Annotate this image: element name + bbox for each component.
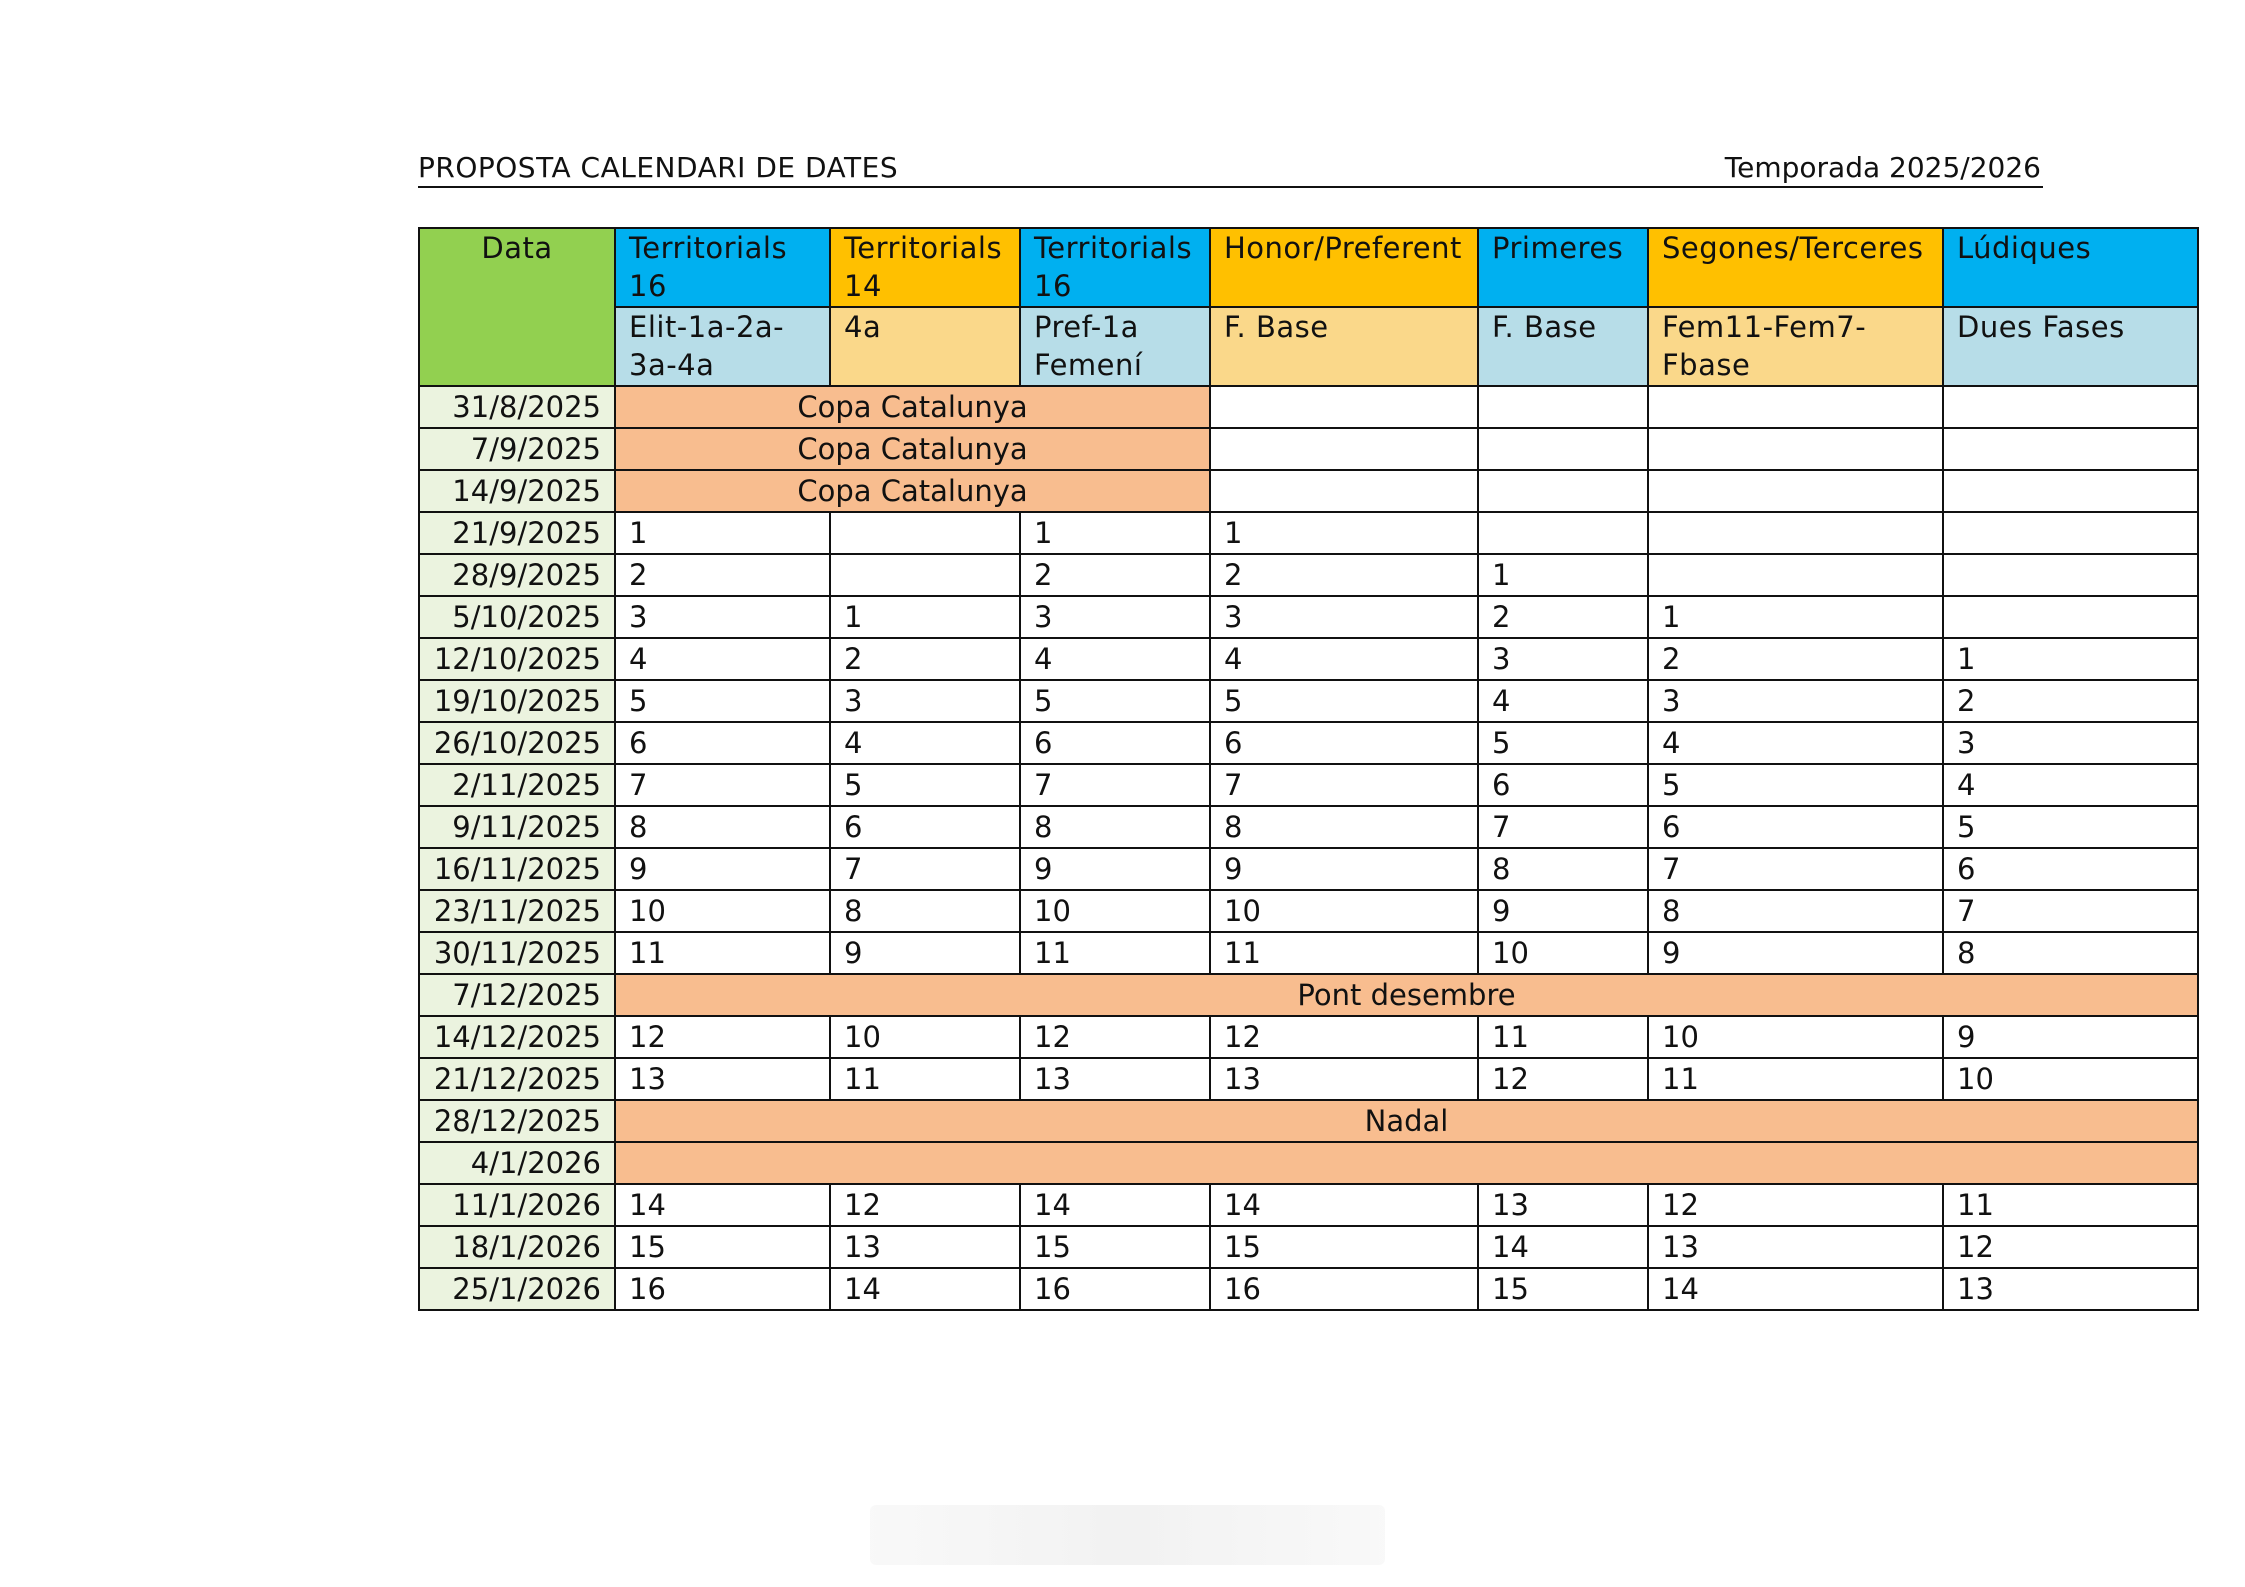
- round-cell: 8: [830, 890, 1020, 932]
- round-cell: 12: [615, 1016, 830, 1058]
- round-cell: 5: [1478, 722, 1648, 764]
- date-cell: 2/11/2025: [419, 764, 615, 806]
- round-cell: 13: [1478, 1184, 1648, 1226]
- date-cell: 21/9/2025: [419, 512, 615, 554]
- round-cell: 5: [1020, 680, 1210, 722]
- round-cell: 7: [1478, 806, 1648, 848]
- round-cell: 1: [830, 596, 1020, 638]
- round-cell: 9: [1478, 890, 1648, 932]
- round-cell: [1478, 470, 1648, 512]
- round-cell: 7: [1020, 764, 1210, 806]
- date-cell: 4/1/2026: [419, 1142, 615, 1184]
- round-cell: 15: [615, 1226, 830, 1268]
- event-label-cell: Copa Catalunya: [615, 386, 1210, 428]
- round-cell: 15: [1210, 1226, 1478, 1268]
- round-cell: 8: [1478, 848, 1648, 890]
- date-cell: 18/1/2026: [419, 1226, 615, 1268]
- table-row: [419, 1016, 2198, 1058]
- round-cell: 10: [1648, 1016, 1943, 1058]
- table-row: [419, 638, 2198, 680]
- round-cell: [1478, 386, 1648, 428]
- date-cell: 7/12/2025: [419, 974, 615, 1016]
- event-label-cell: Copa Catalunya: [615, 428, 1210, 470]
- season-label: Temporada 2025/2026: [1724, 151, 2041, 184]
- round-cell: 2: [1020, 554, 1210, 596]
- date-cell: 31/8/2025: [419, 386, 615, 428]
- table-row: [419, 848, 2198, 890]
- round-cell: 13: [615, 1058, 830, 1100]
- column-header-segones-terceres: Segones/Terceres: [1648, 228, 1943, 307]
- table-row: [419, 722, 2198, 764]
- round-cell: 9: [1020, 848, 1210, 890]
- round-cell: 11: [1943, 1184, 2198, 1226]
- round-cell: 1: [1478, 554, 1648, 596]
- round-cell: [830, 554, 1020, 596]
- table-row: [419, 512, 2198, 554]
- round-cell: 3: [615, 596, 830, 638]
- round-cell: 11: [615, 932, 830, 974]
- date-cell: 28/9/2025: [419, 554, 615, 596]
- table-row: [419, 974, 2198, 1016]
- round-cell: 11: [1648, 1058, 1943, 1100]
- round-cell: 9: [1943, 1016, 2198, 1058]
- column-subheader-territorials-16: Elit-1a-2a-3a-4a: [615, 307, 830, 386]
- round-cell: 5: [1943, 806, 2198, 848]
- round-cell: 10: [830, 1016, 1020, 1058]
- round-cell: [830, 512, 1020, 554]
- date-cell: 7/9/2025: [419, 428, 615, 470]
- round-cell: [1943, 596, 2198, 638]
- round-cell: 11: [1020, 932, 1210, 974]
- round-cell: 7: [1943, 890, 2198, 932]
- table-row: [419, 1100, 2198, 1142]
- round-cell: 13: [1648, 1226, 1943, 1268]
- column-header-honor-preferent: Honor/Preferent: [1210, 228, 1478, 307]
- round-cell: [1943, 554, 2198, 596]
- round-cell: 8: [1648, 890, 1943, 932]
- round-cell: [1648, 512, 1943, 554]
- event-label-cell: Copa Catalunya: [615, 470, 1210, 512]
- round-cell: 7: [830, 848, 1020, 890]
- date-cell: 26/10/2025: [419, 722, 615, 764]
- round-cell: 4: [1943, 764, 2198, 806]
- round-cell: 3: [1648, 680, 1943, 722]
- round-cell: 1: [1648, 596, 1943, 638]
- round-cell: 8: [615, 806, 830, 848]
- round-cell: 13: [1020, 1058, 1210, 1100]
- round-cell: [1648, 428, 1943, 470]
- round-cell: [1943, 512, 2198, 554]
- round-cell: [1210, 428, 1478, 470]
- round-cell: 14: [1020, 1184, 1210, 1226]
- round-cell: 12: [1210, 1016, 1478, 1058]
- round-cell: 8: [1020, 806, 1210, 848]
- round-cell: 2: [1648, 638, 1943, 680]
- round-cell: 6: [1020, 722, 1210, 764]
- table-row: [419, 1226, 2198, 1268]
- round-cell: 6: [830, 806, 1020, 848]
- round-cell: [1210, 386, 1478, 428]
- round-cell: 2: [1943, 680, 2198, 722]
- date-cell: 12/10/2025: [419, 638, 615, 680]
- calendar-table: [418, 227, 2199, 1311]
- event-label-cell: Nadal: [615, 1100, 2198, 1142]
- round-cell: [1943, 386, 2198, 428]
- round-cell: [1210, 470, 1478, 512]
- round-cell: [1648, 386, 1943, 428]
- round-cell: [1943, 470, 2198, 512]
- column-subheader-honor-preferent: F. Base: [1210, 307, 1478, 386]
- round-cell: 7: [615, 764, 830, 806]
- round-cell: 4: [1478, 680, 1648, 722]
- round-cell: 13: [1210, 1058, 1478, 1100]
- round-cell: 2: [830, 638, 1020, 680]
- round-cell: [1648, 554, 1943, 596]
- round-cell: 5: [615, 680, 830, 722]
- round-cell: 3: [1020, 596, 1210, 638]
- table-row: [419, 428, 2198, 470]
- round-cell: 15: [1478, 1268, 1648, 1310]
- round-cell: [1478, 428, 1648, 470]
- round-cell: 5: [830, 764, 1020, 806]
- date-cell: 16/11/2025: [419, 848, 615, 890]
- round-cell: 9: [615, 848, 830, 890]
- table-row: [419, 806, 2198, 848]
- event-label-cell: Pont desembre: [615, 974, 2198, 1016]
- column-header-ludiques: Lúdiques: [1943, 228, 2198, 307]
- round-cell: 2: [615, 554, 830, 596]
- round-cell: 7: [1210, 764, 1478, 806]
- table-row: [419, 890, 2198, 932]
- round-cell: 13: [830, 1226, 1020, 1268]
- round-cell: [1478, 512, 1648, 554]
- round-cell: 10: [1478, 932, 1648, 974]
- round-cell: 16: [1210, 1268, 1478, 1310]
- round-cell: [1648, 470, 1943, 512]
- table-row: [419, 1058, 2198, 1100]
- column-header-primeres: Primeres: [1478, 228, 1648, 307]
- column-subheader-segones-terceres: Fem11-Fem7-Fbase: [1648, 307, 1943, 386]
- round-cell: 3: [1478, 638, 1648, 680]
- round-cell: 14: [1648, 1268, 1943, 1310]
- date-cell: 14/9/2025: [419, 470, 615, 512]
- round-cell: 4: [615, 638, 830, 680]
- date-cell: 11/1/2026: [419, 1184, 615, 1226]
- round-cell: 6: [1943, 848, 2198, 890]
- table-row: [419, 596, 2198, 638]
- table-row: [419, 1184, 2198, 1226]
- date-cell: 28/12/2025: [419, 1100, 615, 1142]
- round-cell: 9: [1648, 932, 1943, 974]
- faint-page-mark: [870, 1505, 1385, 1565]
- event-label-cell: [615, 1142, 2198, 1184]
- round-cell: 3: [1943, 722, 2198, 764]
- round-cell: 11: [1478, 1016, 1648, 1058]
- column-subheader-territorials-16-femeni: Pref-1a Femení: [1020, 307, 1210, 386]
- date-cell: 5/10/2025: [419, 596, 615, 638]
- date-cell: 30/11/2025: [419, 932, 615, 974]
- round-cell: 14: [1478, 1226, 1648, 1268]
- round-cell: 3: [830, 680, 1020, 722]
- round-cell: 4: [1020, 638, 1210, 680]
- date-cell: 21/12/2025: [419, 1058, 615, 1100]
- date-cell: 19/10/2025: [419, 680, 615, 722]
- round-cell: 9: [830, 932, 1020, 974]
- date-cell: 25/1/2026: [419, 1268, 615, 1310]
- table-row: [419, 680, 2198, 722]
- round-cell: 16: [615, 1268, 830, 1310]
- round-cell: 1: [1943, 638, 2198, 680]
- round-cell: 12: [1943, 1226, 2198, 1268]
- column-subheader-primeres: F. Base: [1478, 307, 1648, 386]
- round-cell: 12: [1020, 1016, 1210, 1058]
- document-title: PROPOSTA CALENDARI DE DATES: [418, 151, 899, 184]
- document-header: [418, 150, 2043, 188]
- header-row-subcategories: [419, 307, 2198, 386]
- table-row: [419, 932, 2198, 974]
- round-cell: 6: [1210, 722, 1478, 764]
- round-cell: 1: [615, 512, 830, 554]
- round-cell: 6: [1648, 806, 1943, 848]
- round-cell: 3: [1210, 596, 1478, 638]
- table-row: [419, 1268, 2198, 1310]
- round-cell: 4: [1210, 638, 1478, 680]
- round-cell: 5: [1210, 680, 1478, 722]
- round-cell: 7: [1648, 848, 1943, 890]
- round-cell: 14: [615, 1184, 830, 1226]
- column-header-territorials-16-femeni: Territorials 16: [1020, 228, 1210, 307]
- round-cell: 2: [1210, 554, 1478, 596]
- round-cell: 13: [1943, 1268, 2198, 1310]
- date-cell: 9/11/2025: [419, 806, 615, 848]
- round-cell: 2: [1478, 596, 1648, 638]
- column-header-territorials-14: Territorials 14: [830, 228, 1020, 307]
- round-cell: 10: [1020, 890, 1210, 932]
- round-cell: 10: [1210, 890, 1478, 932]
- round-cell: 15: [1020, 1226, 1210, 1268]
- round-cell: 14: [830, 1268, 1020, 1310]
- date-column-header: Data: [419, 228, 615, 386]
- round-cell: 11: [830, 1058, 1020, 1100]
- round-cell: 4: [830, 722, 1020, 764]
- date-cell: 23/11/2025: [419, 890, 615, 932]
- header-row-categories: [419, 228, 2198, 307]
- table-row: [419, 554, 2198, 596]
- table-row: [419, 764, 2198, 806]
- column-subheader-ludiques: Dues Fases: [1943, 307, 2198, 386]
- column-header-territorials-16: Territorials 16: [615, 228, 830, 307]
- round-cell: 6: [1478, 764, 1648, 806]
- round-cell: 12: [1478, 1058, 1648, 1100]
- round-cell: 9: [1210, 848, 1478, 890]
- table-row: [419, 1142, 2198, 1184]
- round-cell: 1: [1020, 512, 1210, 554]
- round-cell: 12: [830, 1184, 1020, 1226]
- round-cell: 14: [1210, 1184, 1478, 1226]
- date-cell: 14/12/2025: [419, 1016, 615, 1058]
- table-row: [419, 386, 2198, 428]
- round-cell: 8: [1943, 932, 2198, 974]
- round-cell: 12: [1648, 1184, 1943, 1226]
- round-cell: 11: [1210, 932, 1478, 974]
- round-cell: 4: [1648, 722, 1943, 764]
- round-cell: 1: [1210, 512, 1478, 554]
- round-cell: 10: [1943, 1058, 2198, 1100]
- round-cell: 16: [1020, 1268, 1210, 1310]
- round-cell: 5: [1648, 764, 1943, 806]
- table-row: [419, 470, 2198, 512]
- round-cell: 6: [615, 722, 830, 764]
- round-cell: 8: [1210, 806, 1478, 848]
- round-cell: 10: [615, 890, 830, 932]
- column-subheader-territorials-14: 4a: [830, 307, 1020, 386]
- round-cell: [1943, 428, 2198, 470]
